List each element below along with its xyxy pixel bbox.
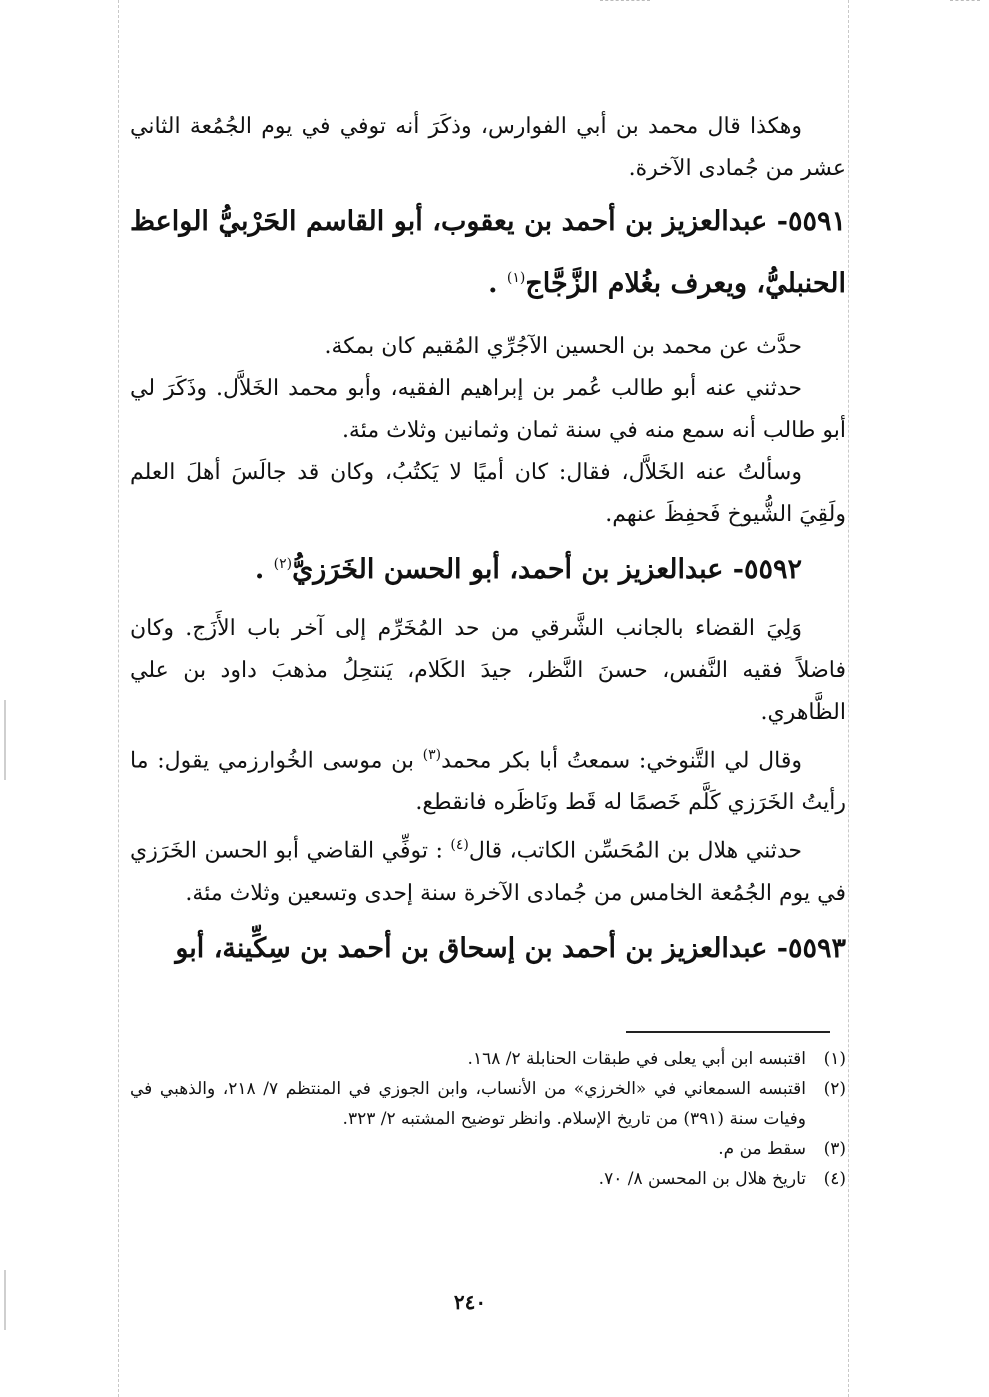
- scan-mark: [950, 0, 980, 1]
- footnote-ref: (٤): [450, 837, 469, 854]
- footnote-number: (٣): [823, 1139, 846, 1159]
- footnote-item: [130, 1044, 846, 1074]
- entry-text: ٥٥٩١- عبدالعزيز بن أحمد بن يعقوب، أبو القاسم الحَرْبيُّ الواعظ الحنبليُّ، ويعرف بغُلام الزَّجَّاج: [130, 206, 846, 299]
- page-number: ٢٤٠: [453, 1290, 487, 1314]
- entry-heading-5593: ٥٥٩٣- عبدالعزيز بن أحمد بن إسحاق بن أحمد بن سِكِّينة، أبو: [175, 932, 846, 964]
- text-run: حدثني هلال بن المُحَسِّن الكاتب، قال: [468, 838, 802, 864]
- footnotes: [130, 1044, 846, 1194]
- entry-end: .: [488, 268, 498, 299]
- paragraph: حدثني عنه أبو طالب عُمر بن إبراهيم الفقيه، وأبو محمد الخَلاَّل. وذَكَرَ لي أبو طالب أنه سمع منه في سنة ثمان وثمانين وثلاث مئة.: [130, 376, 846, 443]
- paragraph: وَلِيَ القضاء بالجانب الشَّرقي من حد المُخَرِّم إلى آخر باب الأَزَج. وكان فاضلاً فقيه النَّفس، حسنَ النَّظر، جيدَ الكَلام، يَنتحِلُ مذهبَ داود بن علي الظَّاهري.: [130, 616, 846, 725]
- paragraph: وهكذا قال محمد بن أبي الفوارس، وذكَرَ أنه توفي في يوم الجُمُعة الثاني عشر من جُمادى الآخرة.: [130, 114, 846, 181]
- scan-mark: [4, 1270, 6, 1330]
- footnote-item: [130, 1164, 846, 1194]
- entry-end: .: [254, 554, 265, 585]
- footnote-ref: (٢): [273, 556, 293, 572]
- main-text: [130, 106, 846, 977]
- entry-heading-5592: [130, 536, 846, 598]
- entry-text: ٥٥٩٢- عبدالعزيز بن أحمد، أبو الحسن الخَرَزيُّ: [292, 554, 802, 585]
- scan-mark: [600, 0, 650, 1]
- footnote-item: [130, 1134, 846, 1164]
- footnote-text: سقط من م.: [718, 1139, 806, 1159]
- footnote-number: (٢): [823, 1079, 846, 1099]
- footnote-text: اقتبسه السمعاني في «الخرزي» من الأنساب، وابن الجوزي في المنتظم ٧/ ٢١٨، والذهبي في وفيات سنة (٣٩١) من تاريخ الإسلام. وانظر توضيح المشتبه ٢/ ٣٢٣.: [130, 1079, 807, 1129]
- paragraph: وسألتُ عنه الخَلاَّل، فقال: كان أميًا لا يَكتُبُ، وكان قد جالَسَ أهلَ العلم ولَقِيَ الشُّيوخ فَحفِظَ عنهم.: [130, 460, 846, 527]
- paragraph: [130, 734, 846, 824]
- text-run: وقال لي التَّنوخي: سمعتُ أبا بكر محمد: [441, 748, 802, 774]
- footnote-ref: (٣): [422, 747, 442, 763]
- footnote-text: اقتبسه ابن أبي يعلى في طبقات الحنابلة ٢/ ١٦٨.: [467, 1049, 806, 1069]
- entry-heading-5591: [130, 194, 846, 312]
- footnote-separator: [626, 1031, 830, 1033]
- scan-guide-line: [118, 0, 119, 1397]
- footnote-item: [130, 1074, 846, 1134]
- scan-mark: [4, 700, 6, 780]
- footnote-ref: (١): [506, 270, 526, 286]
- footnote-number: (١): [823, 1049, 846, 1069]
- scan-guide-line: [848, 0, 849, 1397]
- text-run: : توفِّي القاضي أبو الحسن الخَرَزي في يوم الجُمُعة الخامس من جُمادى الآخرة سنة إحدى وتسعين وثلاث مئة.: [130, 838, 846, 906]
- footnote-number: (٤): [823, 1169, 846, 1189]
- text-run: بن موسى الخُوارزمي يقول: ما رأيتُ الخَرَزي كَلَّم خَصمًا له قَط ونَاظَره فانقطع.: [130, 748, 846, 816]
- paragraph: [130, 824, 846, 914]
- paragraph: حدَّث عن محمد بن الحسين الآجُرِّي المُقيم كان بمكة.: [324, 334, 802, 359]
- footnote-text: تاريخ هلال بن المحسن ٨/ ٧٠.: [598, 1169, 806, 1189]
